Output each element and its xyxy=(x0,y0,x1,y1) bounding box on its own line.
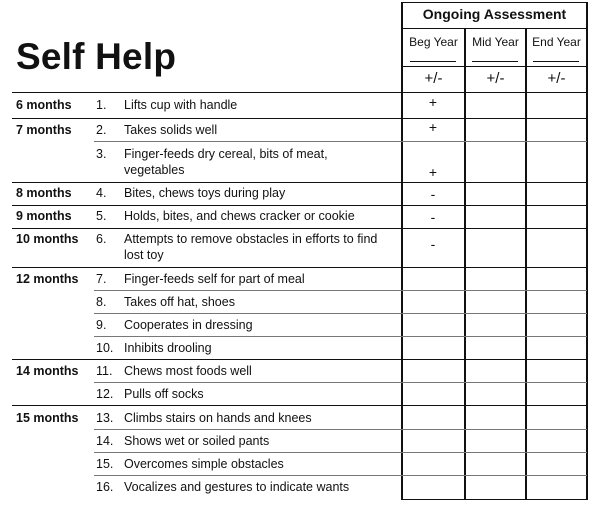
row-separator xyxy=(94,290,587,291)
item-number: 15. xyxy=(96,457,114,471)
period-beg-year: Beg Year xyxy=(409,35,458,49)
scale-end-year: +/- xyxy=(547,70,566,87)
beg-year-mark: - xyxy=(430,186,436,202)
row-separator xyxy=(94,429,587,430)
beg-year-mark: + xyxy=(428,94,438,110)
item-number: 11. xyxy=(96,364,113,378)
item-number: 10. xyxy=(96,341,114,355)
age-label: 10 months xyxy=(16,232,79,246)
item-text: Finger-feeds dry cereal, bits of meat, vegetables xyxy=(124,147,328,177)
row-separator xyxy=(12,118,587,119)
age-label: 12 months xyxy=(16,272,79,286)
beg-year-mark: + xyxy=(428,119,438,135)
age-label: 7 months xyxy=(16,123,72,137)
item-text: Finger-feeds self for part of meal xyxy=(124,272,305,286)
row-separator xyxy=(12,359,587,360)
item-number: 7. xyxy=(96,272,107,286)
item-text: Attempts to remove obstacles in efforts to find lost toy xyxy=(124,232,378,262)
mid-year-underline xyxy=(472,61,518,62)
row-separator xyxy=(94,452,587,453)
item-text: Takes solids well xyxy=(124,123,218,137)
item-text: Shows wet or soiled pants xyxy=(124,434,270,448)
item-number: 16. xyxy=(96,480,114,494)
row-separator xyxy=(12,92,587,93)
item-text: Overcomes simple obstacles xyxy=(124,457,284,471)
item-number: 3. xyxy=(96,147,107,161)
age-label: 15 months xyxy=(16,411,79,425)
end-year-underline xyxy=(533,61,579,62)
item-text: Chews most foods well xyxy=(124,364,252,378)
grid-line xyxy=(401,66,588,67)
row-separator xyxy=(12,205,587,206)
item-text: Cooperates in dressing xyxy=(124,318,253,332)
item-number: 2. xyxy=(96,123,107,137)
item-text: Takes off hat, shoes xyxy=(124,295,235,309)
scale-beg-year: +/- xyxy=(424,70,443,87)
grid-line xyxy=(401,2,588,3)
item-text: Climbs stairs on hands and knees xyxy=(124,411,312,425)
beg-year-underline xyxy=(410,61,456,62)
item-number: 14. xyxy=(96,434,114,448)
grid-line xyxy=(586,2,588,500)
beg-year-mark: - xyxy=(430,236,436,252)
item-text: Inhibits drooling xyxy=(124,341,212,355)
row-separator xyxy=(12,228,587,229)
beg-year-mark: + xyxy=(428,164,438,180)
item-text: Bites, chews toys during play xyxy=(124,186,286,200)
age-label: 9 months xyxy=(16,209,72,223)
scale-mid-year: +/- xyxy=(486,70,505,87)
item-text: Lifts cup with handle xyxy=(124,98,238,112)
assessment-header: Ongoing Assessment xyxy=(422,6,567,22)
row-separator xyxy=(94,313,587,314)
row-separator xyxy=(12,267,587,268)
row-separator xyxy=(94,336,587,337)
period-mid-year: Mid Year xyxy=(472,35,519,49)
period-end-year: End Year xyxy=(532,35,581,49)
row-separator xyxy=(94,475,587,476)
row-separator xyxy=(94,382,587,383)
item-text: Pulls off socks xyxy=(124,387,204,401)
beg-year-mark: - xyxy=(430,209,436,225)
item-number: 8. xyxy=(96,295,107,309)
grid-line xyxy=(401,28,588,29)
item-number: 6. xyxy=(96,232,107,246)
row-separator xyxy=(12,182,587,183)
item-number: 9. xyxy=(96,318,107,332)
age-label: 8 months xyxy=(16,186,72,200)
item-number: 13. xyxy=(96,411,114,425)
page-title: Self Help xyxy=(16,36,177,77)
item-number: 12. xyxy=(96,387,114,401)
row-separator xyxy=(401,499,588,500)
row-separator xyxy=(12,405,587,406)
item-text: Vocalizes and gestures to indicate wants xyxy=(124,480,350,494)
row-separator xyxy=(94,141,587,142)
item-number: 4. xyxy=(96,186,107,200)
age-label: 14 months xyxy=(16,364,79,378)
item-number: 5. xyxy=(96,209,107,223)
item-number: 1. xyxy=(96,98,107,112)
item-text: Holds, bites, and chews cracker or cookie xyxy=(124,209,355,223)
age-label: 6 months xyxy=(16,98,72,112)
